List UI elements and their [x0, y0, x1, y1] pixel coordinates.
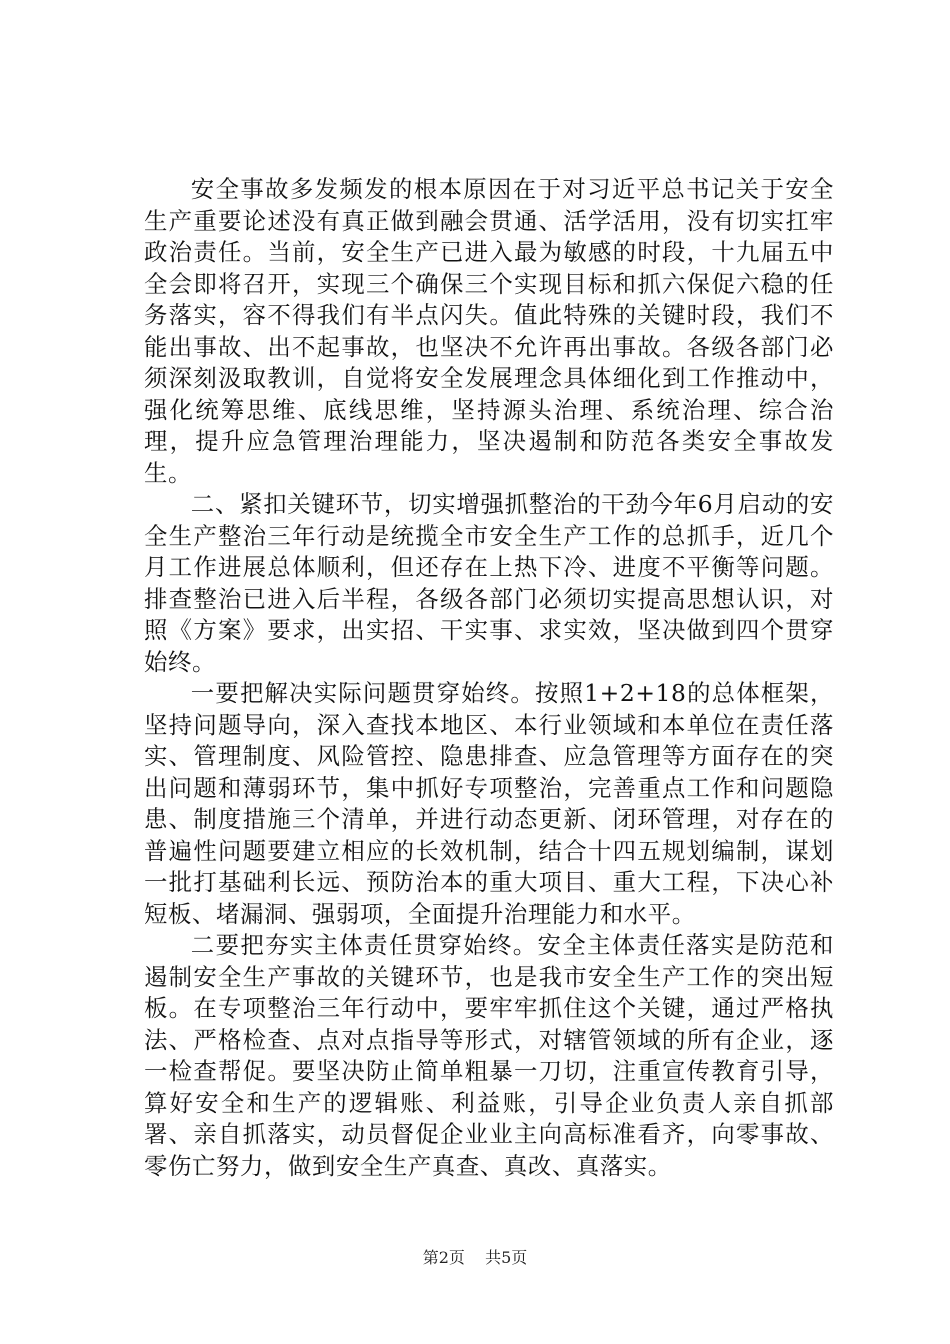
paragraph-4: 二要把夯实主体责任贯穿始终。安全主体责任落实是防范和遏制安全生产事故的关键环节，也是我市安全生产工作的突出短板。在专项整治三年行动中，要牢牢抓住这个关键，通过严格执法、严格检查、点对点指导等形式，对辖管领域的所有企业，逐一检查帮促。要坚决防止简单粗暴一刀切，注重宣传教育引导，算好安全和生产的逻辑账、利益账，引导企业负责人亲自抓部署、亲自抓落实，动员督促企业业主向高标准看齐，向零事故、零伤亡努力，做到安全生产真查、真改、真落实。 — [144, 931, 834, 1180]
page-total: 共5页 — [485, 1248, 528, 1267]
document-body — [144, 174, 834, 1182]
paragraph-3: 一要把解决实际问题贯穿始终。按照1+2+18的总体框架，坚持问题导向，深入查找本地区、本行业领域和本单位在责任落实、管理制度、风险管控、隐患排查、应急管理等方面存在的突出问题和薄弱环节，集中抓好专项整治，完善重点工作和问题隐患、制度措施三个清单，并进行动态更新、闭环管理，对存在的普遍性问题要建立相应的长效机制，结合十四五规划编制，谋划一批打基础利长远、预防治本的重大项目、重大工程，下决心补短板、堵漏洞、强弱项，全面提升治理能力和水平。 — [144, 679, 834, 928]
page-number: 第2页 — [422, 1248, 465, 1267]
paragraph-2: 二、紧扣关键环节，切实增强抓整治的干劲今年6月启动的安全生产整治三年行动是统揽全市安全生产工作的总抓手，近几个月工作进展总体顺利，但还存在上热下冷、进度不平衡等问题。排查整治已进入后半程，各级各部门必须切实提高思想认识，对照《方案》要求，出实招、干实事、求实效，坚决做到四个贯穿始终。 — [144, 490, 834, 676]
paragraph-1: 安全事故多发频发的根本原因在于对习近平总书记关于安全生产重要论述没有真正做到融会贯通、活学活用，没有切实扛牢政治责任。当前，安全生产已进入最为敏感的时段，十九届五中全会即将召开，实现三个确保三个实现目标和抓六保促六稳的任务落实，容不得我们有半点闪失。值此特殊的关键时段，我们不能出事故、出不起事故，也坚决不允许再出事故。各级各部门必须深刻汲取教训，自觉将安全发展理念具体细化到工作推动中，强化统筹思维、底线思维，坚持源头治理、系统治理、综合治理，提升应急管理治理能力，坚决遏制和防范各类安全事故发生。 — [144, 175, 834, 487]
page-footer — [0, 1245, 950, 1268]
